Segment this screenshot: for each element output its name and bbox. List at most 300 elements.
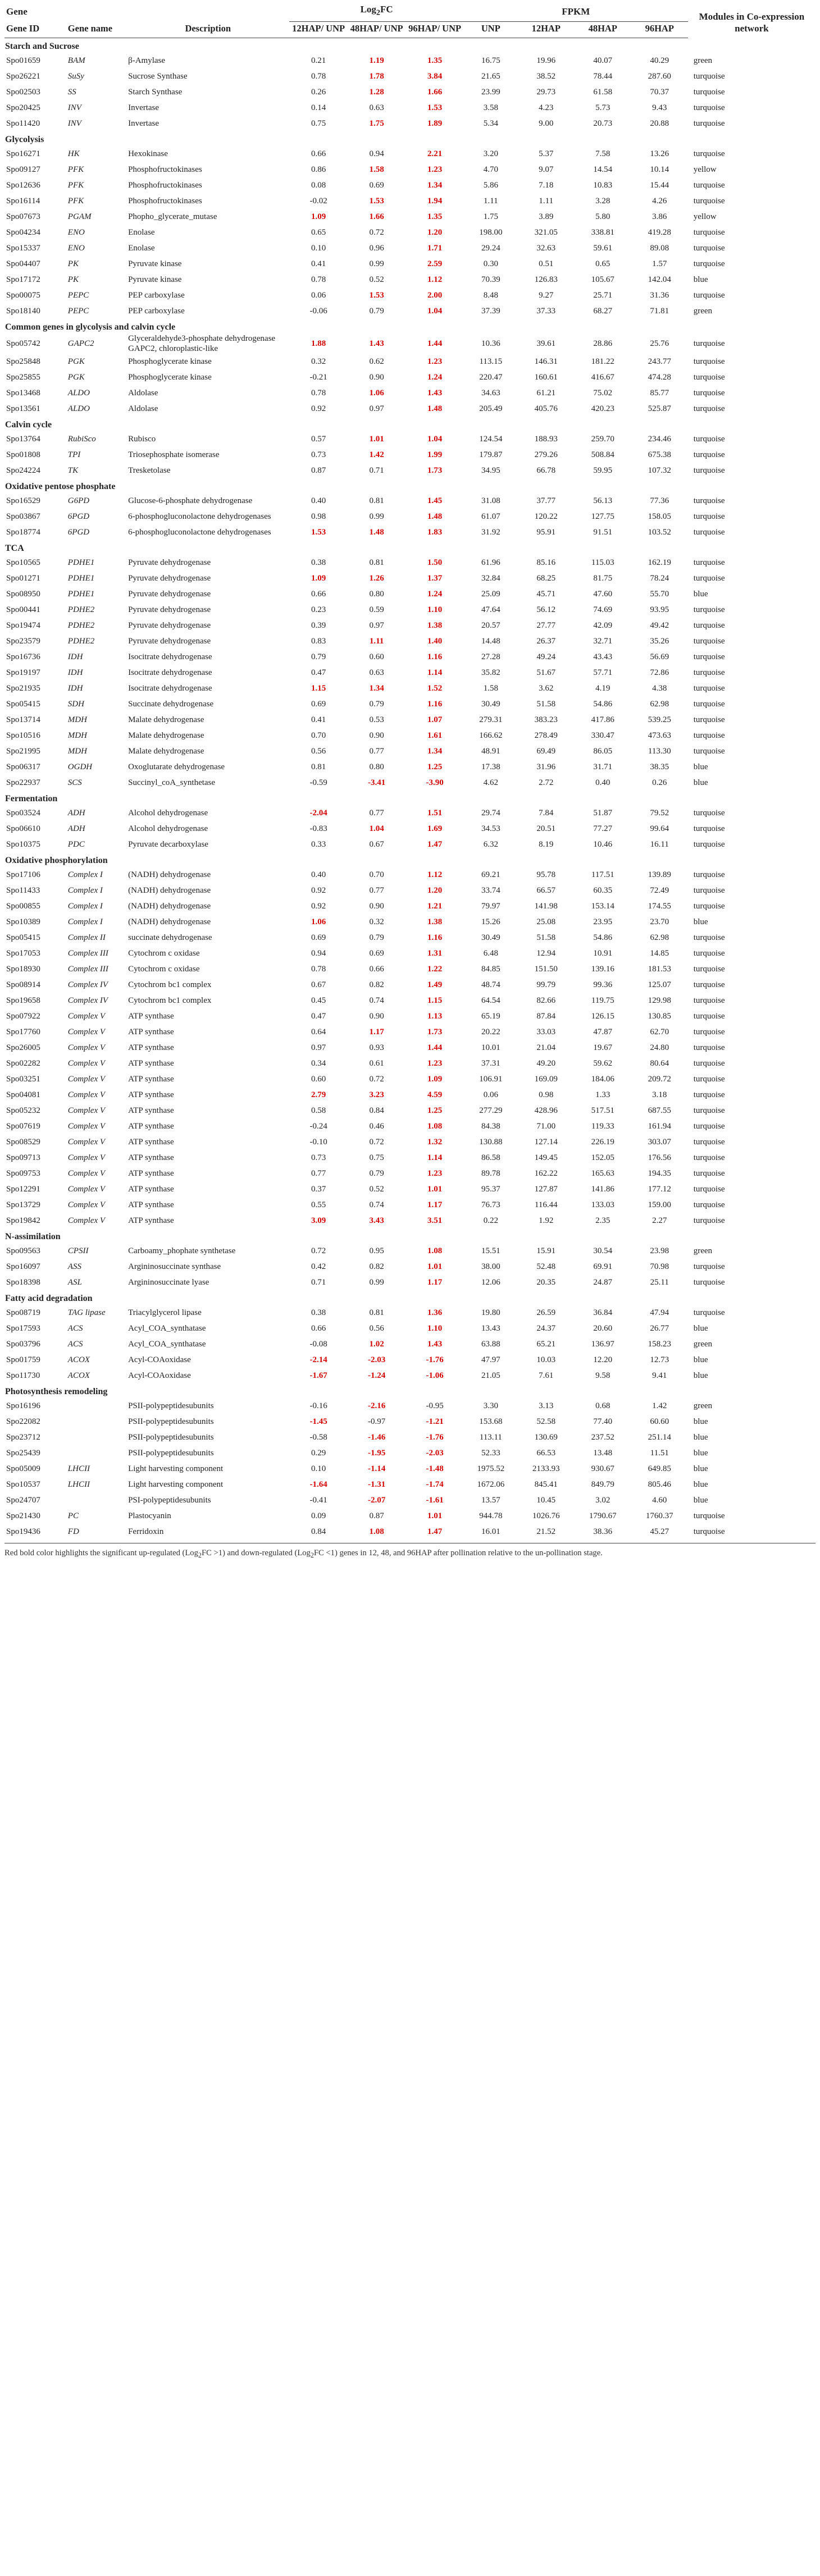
fpkm-cell: 107.32 xyxy=(648,466,671,476)
fpkm-cell: 84.38 xyxy=(481,1122,500,1131)
log2fc-cell xyxy=(289,914,347,930)
fpkm-cell: 37.77 xyxy=(536,496,556,506)
log2fc-cell: 0.79 xyxy=(369,1169,384,1179)
log2fc-cell: -0.97 xyxy=(367,1417,386,1427)
significant-value: -1.31 xyxy=(367,1480,386,1490)
fpkm-cell: 51.58 xyxy=(536,700,556,709)
gene-id-cell: Spo21935 xyxy=(6,684,40,693)
table-row xyxy=(4,821,816,837)
description-cell: Pyruvate dehydrogenase xyxy=(128,590,211,599)
fpkm-cell: 84.85 xyxy=(481,965,500,974)
description-cell: Phosphoglycerate kinase xyxy=(128,357,212,367)
fpkm-cell: 126.15 xyxy=(591,1012,614,1021)
log2fc-cell xyxy=(348,1445,406,1461)
log2fc-cell xyxy=(348,116,406,131)
significant-value: -1.74 xyxy=(426,1480,444,1490)
significant-value: 1.37 xyxy=(427,574,443,583)
log2fc-cell: -0.59 xyxy=(309,778,327,788)
module-cell: turquoise xyxy=(693,227,725,237)
log2fc-cell xyxy=(348,1461,406,1477)
fpkm-cell: 19.67 xyxy=(593,1043,613,1053)
module-cell: turquoise xyxy=(693,103,725,112)
gene-name-cell: OGDH xyxy=(67,762,93,772)
module-cell: turquoise xyxy=(693,1200,725,1210)
fpkm-cell: 130.88 xyxy=(479,1138,503,1147)
fpkm-cell: 15.26 xyxy=(481,917,500,927)
log2fc-cell: 0.23 xyxy=(311,605,326,615)
log2fc-cell: 0.97 xyxy=(369,621,384,631)
significant-value: 1.17 xyxy=(369,1027,384,1037)
table-row xyxy=(4,883,816,898)
significant-value: 1.52 xyxy=(427,684,443,693)
significant-value: 2.00 xyxy=(427,290,443,300)
fpkm-cell: 136.97 xyxy=(591,1340,614,1349)
log2fc-cell xyxy=(289,1368,347,1383)
significant-value: 1.23 xyxy=(427,165,443,174)
significant-value: -1.48 xyxy=(426,1464,444,1474)
significant-value: 2.79 xyxy=(311,1090,326,1100)
description-cell: β-Amylase xyxy=(128,56,166,65)
description-cell: Pyruvate dehydrogenase xyxy=(128,605,211,615)
fpkm-cell: 417.86 xyxy=(591,715,614,725)
fpkm-cell: 3.86 xyxy=(652,212,667,221)
significant-value: 1.23 xyxy=(427,1059,443,1068)
gene-name-cell: INV xyxy=(67,103,81,112)
log2fc-cell xyxy=(289,1414,347,1429)
significant-value: 1.01 xyxy=(427,1262,443,1272)
fpkm-cell: 5.34 xyxy=(483,118,498,128)
gene-id-cell: Spo09713 xyxy=(6,1153,40,1163)
module-cell: turquoise xyxy=(693,715,725,725)
log2fc-cell: 0.93 xyxy=(369,1043,384,1053)
fpkm-cell: 9.43 xyxy=(652,103,667,112)
module-cell: turquoise xyxy=(693,621,725,631)
fpkm-cell: 19.96 xyxy=(536,56,556,65)
log2fc-cell xyxy=(406,946,464,961)
description-cell: Malate dehydrogenase xyxy=(128,715,204,725)
gene-name-cell: SCS xyxy=(67,778,82,788)
section-title: Oxidative pentose phosphate xyxy=(5,482,116,492)
log2fc-cell: 0.82 xyxy=(369,980,384,990)
description-cell: Tresketolase xyxy=(128,466,171,476)
fpkm-cell: 416.67 xyxy=(591,373,614,382)
significant-value: 1.44 xyxy=(427,339,443,348)
table-row xyxy=(4,1213,816,1228)
log2fc-cell xyxy=(348,1336,406,1352)
fpkm-cell: 13.57 xyxy=(481,1496,500,1505)
gene-name-cell: Complex III xyxy=(67,949,108,958)
log2fc-cell: 0.80 xyxy=(369,590,384,599)
fpkm-cell: 184.06 xyxy=(591,1075,614,1084)
module-cell: turquoise xyxy=(693,1106,725,1116)
fpkm-cell: 179.87 xyxy=(479,450,503,460)
significant-value: 1.16 xyxy=(427,700,443,709)
significant-value: 1.31 xyxy=(427,949,443,958)
fpkm-cell: 86.58 xyxy=(481,1153,500,1163)
significant-value: 1.12 xyxy=(427,870,443,880)
gene-name-cell: Complex V xyxy=(67,1027,106,1037)
fpkm-cell: 1.92 xyxy=(539,1216,554,1226)
fpkm-cell: 9.00 xyxy=(539,118,554,128)
log2fc-cell: 0.74 xyxy=(369,1200,384,1210)
table-row xyxy=(4,1445,816,1461)
gene-name-cell: Complex IV xyxy=(67,996,108,1006)
module-cell: turquoise xyxy=(693,886,725,896)
fpkm-cell: 68.27 xyxy=(593,306,613,316)
description-cell: Invertase xyxy=(128,103,160,112)
log2fc-cell xyxy=(348,1398,406,1414)
log2fc-cell: 0.81 xyxy=(369,496,384,506)
log2fc-cell: 0.99 xyxy=(369,259,384,268)
log2fc-cell: 0.90 xyxy=(369,1012,384,1021)
section-title: N-assimilation xyxy=(5,1232,61,1242)
gene-name-cell: Complex V xyxy=(67,1090,106,1100)
gene-name-cell: PK xyxy=(67,275,79,284)
fpkm-cell: 20.51 xyxy=(536,824,556,834)
module-cell: turquoise xyxy=(693,339,725,348)
fpkm-cell: 12.20 xyxy=(593,1355,613,1365)
fpkm-cell: 7.84 xyxy=(539,809,554,818)
fpkm-cell: 32.63 xyxy=(536,243,556,253)
log2fc-cell xyxy=(348,775,406,791)
gene-name-cell: G6PD xyxy=(67,496,90,506)
significant-value: 1.02 xyxy=(369,1340,384,1349)
log2fc-cell: 0.87 xyxy=(369,1511,384,1521)
fpkm-cell: 130.85 xyxy=(648,1012,671,1021)
fpkm-cell: 675.38 xyxy=(648,450,671,460)
header-gene-name: Gene name xyxy=(66,21,126,38)
fpkm-cell: 49.24 xyxy=(536,652,556,662)
section-row xyxy=(4,478,816,493)
table-row xyxy=(4,961,816,977)
description-cell: Phosphoglycerate kinase xyxy=(128,373,212,382)
gene-id-cell: Spo04407 xyxy=(6,259,40,268)
fpkm-cell: 25.76 xyxy=(650,339,669,348)
log2fc-cell: 0.38 xyxy=(311,1308,326,1318)
fpkm-cell: 161.94 xyxy=(648,1122,671,1131)
significant-value: 1.16 xyxy=(427,652,443,662)
fpkm-cell: 43.43 xyxy=(593,652,613,662)
table-row xyxy=(4,1150,816,1166)
fpkm-cell: 159.00 xyxy=(648,1200,671,1210)
table-row xyxy=(4,1181,816,1197)
gene-id-cell: Spo17760 xyxy=(6,1027,40,1037)
fpkm-cell: 141.86 xyxy=(591,1185,614,1194)
significant-value: 3.43 xyxy=(369,1216,384,1226)
gene-id-cell: Spo17053 xyxy=(6,949,40,958)
fpkm-cell: 113.30 xyxy=(648,747,671,756)
fpkm-cell: 338.81 xyxy=(591,227,614,237)
log2fc-cell xyxy=(406,447,464,463)
fpkm-cell: 15.51 xyxy=(481,1246,500,1256)
module-cell: turquoise xyxy=(693,1278,725,1287)
fpkm-cell: 474.28 xyxy=(648,373,671,382)
gene-id-cell: Spo16196 xyxy=(6,1401,40,1411)
log2fc-cell xyxy=(348,84,406,100)
description-cell: Phosphofructokinases xyxy=(128,165,202,174)
table-row xyxy=(4,116,816,131)
description-cell: PEP carboxylase xyxy=(128,290,185,300)
log2fc-cell: 0.26 xyxy=(311,87,326,97)
log2fc-cell: -0.83 xyxy=(309,824,327,834)
fpkm-cell: 14.54 xyxy=(593,165,613,174)
gene-id-cell: Spo20425 xyxy=(6,103,40,112)
fpkm-cell: 3.89 xyxy=(539,212,554,221)
section-title: Glycolysis xyxy=(5,134,44,144)
table-row xyxy=(4,1336,816,1352)
gene-name-cell: Complex III xyxy=(67,965,108,974)
significant-value: 1.19 xyxy=(369,56,384,65)
module-cell: turquoise xyxy=(693,466,725,476)
table-row xyxy=(4,431,816,447)
module-cell: turquoise xyxy=(693,840,725,849)
fpkm-cell: 51.58 xyxy=(536,933,556,943)
fpkm-cell: 38.52 xyxy=(536,71,556,81)
gene-id-cell: Spo02503 xyxy=(6,87,40,97)
fpkm-cell: 59.95 xyxy=(593,466,613,476)
log2fc-cell: 0.58 xyxy=(311,1106,326,1116)
fpkm-cell: 116.44 xyxy=(534,1200,558,1210)
significant-value: -1.45 xyxy=(309,1417,327,1427)
significant-value: 1.09 xyxy=(311,574,326,583)
description-cell: 6-phosphogluconolactone dehydrogenases xyxy=(128,528,271,537)
log2fc-cell xyxy=(406,272,464,287)
table-row xyxy=(4,287,816,303)
fpkm-cell: 4.26 xyxy=(652,196,667,205)
gene-name-cell: PDHE1 xyxy=(67,558,95,568)
section-title: Photosynthesis remodeling xyxy=(5,1387,108,1397)
log2fc-cell xyxy=(406,146,464,162)
log2fc-cell: 0.70 xyxy=(369,870,384,880)
fpkm-cell: 29.24 xyxy=(481,243,500,253)
gene-id-cell: Spo01271 xyxy=(6,574,40,583)
fpkm-cell: 237.52 xyxy=(591,1433,614,1442)
gene-name-cell: PDHE2 xyxy=(67,605,95,615)
fpkm-cell: 79.97 xyxy=(481,902,500,911)
description-cell: Pyruvate dehydrogenase xyxy=(128,574,211,583)
module-cell: turquoise xyxy=(693,118,725,128)
gene-name-cell: MDH xyxy=(67,715,87,725)
fpkm-cell: 17.38 xyxy=(481,762,500,772)
significant-value: 1.53 xyxy=(311,528,326,537)
fpkm-cell: 51.87 xyxy=(593,809,613,818)
gene-name-cell: SDH xyxy=(67,700,84,709)
gene-id-cell: Spo18930 xyxy=(6,965,40,974)
section-row xyxy=(4,1290,816,1305)
fpkm-cell: 72.86 xyxy=(650,668,669,678)
significant-value: -1.76 xyxy=(426,1355,444,1365)
description-cell: Alcohol dehydrogenase xyxy=(128,809,208,818)
module-cell: turquoise xyxy=(693,1511,725,1521)
module-cell: blue xyxy=(693,1480,708,1490)
fpkm-cell: 65.21 xyxy=(536,1340,556,1349)
fpkm-cell: 25.11 xyxy=(650,1278,669,1287)
gene-name-cell: TPI xyxy=(67,450,81,460)
gene-id-cell: Spo16114 xyxy=(6,196,40,205)
significant-value: 1.08 xyxy=(427,1122,443,1131)
log2fc-cell xyxy=(406,1305,464,1321)
fpkm-cell: 3.02 xyxy=(595,1496,611,1505)
fpkm-cell: 20.22 xyxy=(481,1027,500,1037)
fpkm-cell: 126.83 xyxy=(534,275,558,284)
log2fc-cell xyxy=(348,68,406,84)
table-row xyxy=(4,1524,816,1540)
module-cell: blue xyxy=(693,1417,708,1427)
gene-id-cell: Spo09563 xyxy=(6,1246,40,1256)
module-cell: turquoise xyxy=(693,809,725,818)
log2fc-cell xyxy=(406,1071,464,1087)
significant-value: 1.28 xyxy=(369,87,384,97)
module-cell: blue xyxy=(693,762,708,772)
log2fc-cell: 0.95 xyxy=(369,1246,384,1256)
log2fc-cell: 0.84 xyxy=(369,1106,384,1116)
gene-id-cell: Spo03867 xyxy=(6,512,40,522)
log2fc-cell xyxy=(406,867,464,883)
log2fc-cell: 0.84 xyxy=(311,1527,326,1537)
fpkm-cell: 6.48 xyxy=(483,949,498,958)
table-row xyxy=(4,1305,816,1321)
description-cell: Cytochrom bc1 complex xyxy=(128,996,212,1006)
log2fc-cell xyxy=(406,1008,464,1024)
gene-id-cell: Spo13764 xyxy=(6,435,40,444)
log2fc-cell: 0.90 xyxy=(369,731,384,741)
gene-id-cell: Spo01759 xyxy=(6,1355,40,1365)
gene-id-cell: Spo10389 xyxy=(6,917,40,927)
gene-name-cell: Complex V xyxy=(67,1169,106,1179)
log2fc-cell: 0.75 xyxy=(369,1153,384,1163)
fpkm-cell: 66.57 xyxy=(536,886,556,896)
gene-id-cell: Spo18398 xyxy=(6,1278,40,1287)
fpkm-cell: 70.39 xyxy=(481,275,500,284)
fpkm-cell: 31.96 xyxy=(536,762,556,772)
fpkm-cell: 119.75 xyxy=(591,996,614,1006)
section-title: TCA xyxy=(5,543,24,554)
table-row xyxy=(4,209,816,225)
gene-name-cell: ACS xyxy=(67,1340,83,1349)
log2fc-cell: 0.82 xyxy=(369,1262,384,1272)
significant-value: 1.75 xyxy=(369,118,384,128)
significant-value: -1.95 xyxy=(367,1449,386,1458)
section-row xyxy=(4,540,816,555)
log2fc-cell: 0.52 xyxy=(369,275,384,284)
fpkm-cell: 127.75 xyxy=(591,512,614,522)
description-cell: ATP synthase xyxy=(128,1153,174,1163)
log2fc-cell xyxy=(348,1429,406,1445)
section-row xyxy=(4,1383,816,1398)
log2fc-cell xyxy=(348,524,406,540)
fpkm-cell: 5.80 xyxy=(595,212,611,221)
gene-id-cell: Spo05415 xyxy=(6,933,40,943)
table-row xyxy=(4,193,816,209)
fpkm-cell: 33.74 xyxy=(481,886,500,896)
log2fc-cell xyxy=(406,463,464,478)
module-cell: turquoise xyxy=(693,1527,725,1537)
log2fc-cell xyxy=(406,649,464,665)
table-row xyxy=(4,146,816,162)
table-wrapper xyxy=(4,0,816,1560)
fpkm-cell: 930.67 xyxy=(591,1464,614,1474)
log2fc-cell xyxy=(406,84,464,100)
table-row xyxy=(4,867,816,883)
log2fc-cell: 0.33 xyxy=(311,840,326,849)
log2fc-cell xyxy=(348,447,406,463)
log2fc-cell xyxy=(406,1103,464,1118)
log2fc-cell xyxy=(406,303,464,319)
fpkm-cell: 99.36 xyxy=(593,980,613,990)
fpkm-cell: 52.48 xyxy=(536,1262,556,1272)
fpkm-cell: 23.95 xyxy=(593,917,613,927)
description-cell: ATP synthase xyxy=(128,1027,174,1037)
log2fc-cell: 0.40 xyxy=(311,496,326,506)
module-cell: turquoise xyxy=(693,1308,725,1318)
significant-value: 2.21 xyxy=(427,149,443,158)
log2fc-cell xyxy=(289,1087,347,1103)
log2fc-cell xyxy=(348,53,406,68)
description-cell: Acyl_COA_synthatase xyxy=(128,1340,206,1349)
gene-name-cell: PDC xyxy=(67,840,85,849)
log2fc-cell: 0.10 xyxy=(311,1464,326,1474)
fpkm-cell: 473.63 xyxy=(648,731,671,741)
fpkm-cell: 176.56 xyxy=(648,1153,671,1163)
gene-id-cell: Spo21995 xyxy=(6,747,40,756)
module-cell: turquoise xyxy=(693,1185,725,1194)
log2fc-cell: 0.34 xyxy=(311,1059,326,1068)
fpkm-cell: 174.55 xyxy=(648,902,671,911)
section-title: Fatty acid degradation xyxy=(5,1294,93,1304)
log2fc-cell xyxy=(406,930,464,946)
fpkm-cell: 27.28 xyxy=(481,652,500,662)
fpkm-cell: 23.70 xyxy=(650,917,669,927)
module-cell: blue xyxy=(693,1449,708,1458)
fpkm-cell: 152.05 xyxy=(591,1153,614,1163)
table-row xyxy=(4,618,816,633)
log2fc-cell xyxy=(406,334,464,354)
fpkm-cell: 24.80 xyxy=(650,1043,669,1053)
log2fc-cell xyxy=(406,431,464,447)
significant-value: 1.06 xyxy=(311,917,326,927)
fpkm-cell: 34.53 xyxy=(481,824,500,834)
fpkm-cell: 52.33 xyxy=(481,1449,500,1458)
log2fc-cell xyxy=(348,633,406,649)
fpkm-cell: 1.75 xyxy=(483,212,498,221)
description-cell: PEP carboxylase xyxy=(128,306,185,316)
header-unp: UNP xyxy=(464,21,518,38)
fpkm-cell: 205.49 xyxy=(479,404,503,414)
gene-id-cell: Spo08529 xyxy=(6,1138,40,1147)
gene-id-cell: Spo15337 xyxy=(6,243,40,253)
fpkm-cell: 40.07 xyxy=(593,56,613,65)
fpkm-cell: 106.91 xyxy=(479,1075,503,1084)
significant-value: 1.04 xyxy=(369,824,384,834)
gene-id-cell: Spo12291 xyxy=(6,1185,40,1194)
log2fc-cell: 0.94 xyxy=(311,949,326,958)
log2fc-cell: 0.92 xyxy=(311,404,326,414)
section-row xyxy=(4,791,816,805)
fpkm-cell: 1.11 xyxy=(539,196,554,205)
fpkm-cell: 85.16 xyxy=(536,558,556,568)
fpkm-cell: 85.77 xyxy=(650,389,669,398)
significant-value: -3.90 xyxy=(426,778,444,788)
section-row xyxy=(4,38,816,53)
fpkm-cell: 287.60 xyxy=(648,71,671,81)
fpkm-cell: 10.45 xyxy=(536,1496,556,1505)
gene-name-cell xyxy=(66,1398,126,1414)
description-cell: Succinate dehydrogenase xyxy=(128,700,214,709)
fpkm-cell: 234.46 xyxy=(648,435,671,444)
fpkm-cell: 0.68 xyxy=(595,1401,611,1411)
description-cell: (NADH) dehydrogenase xyxy=(128,917,211,927)
fpkm-cell: 24.87 xyxy=(593,1278,613,1287)
